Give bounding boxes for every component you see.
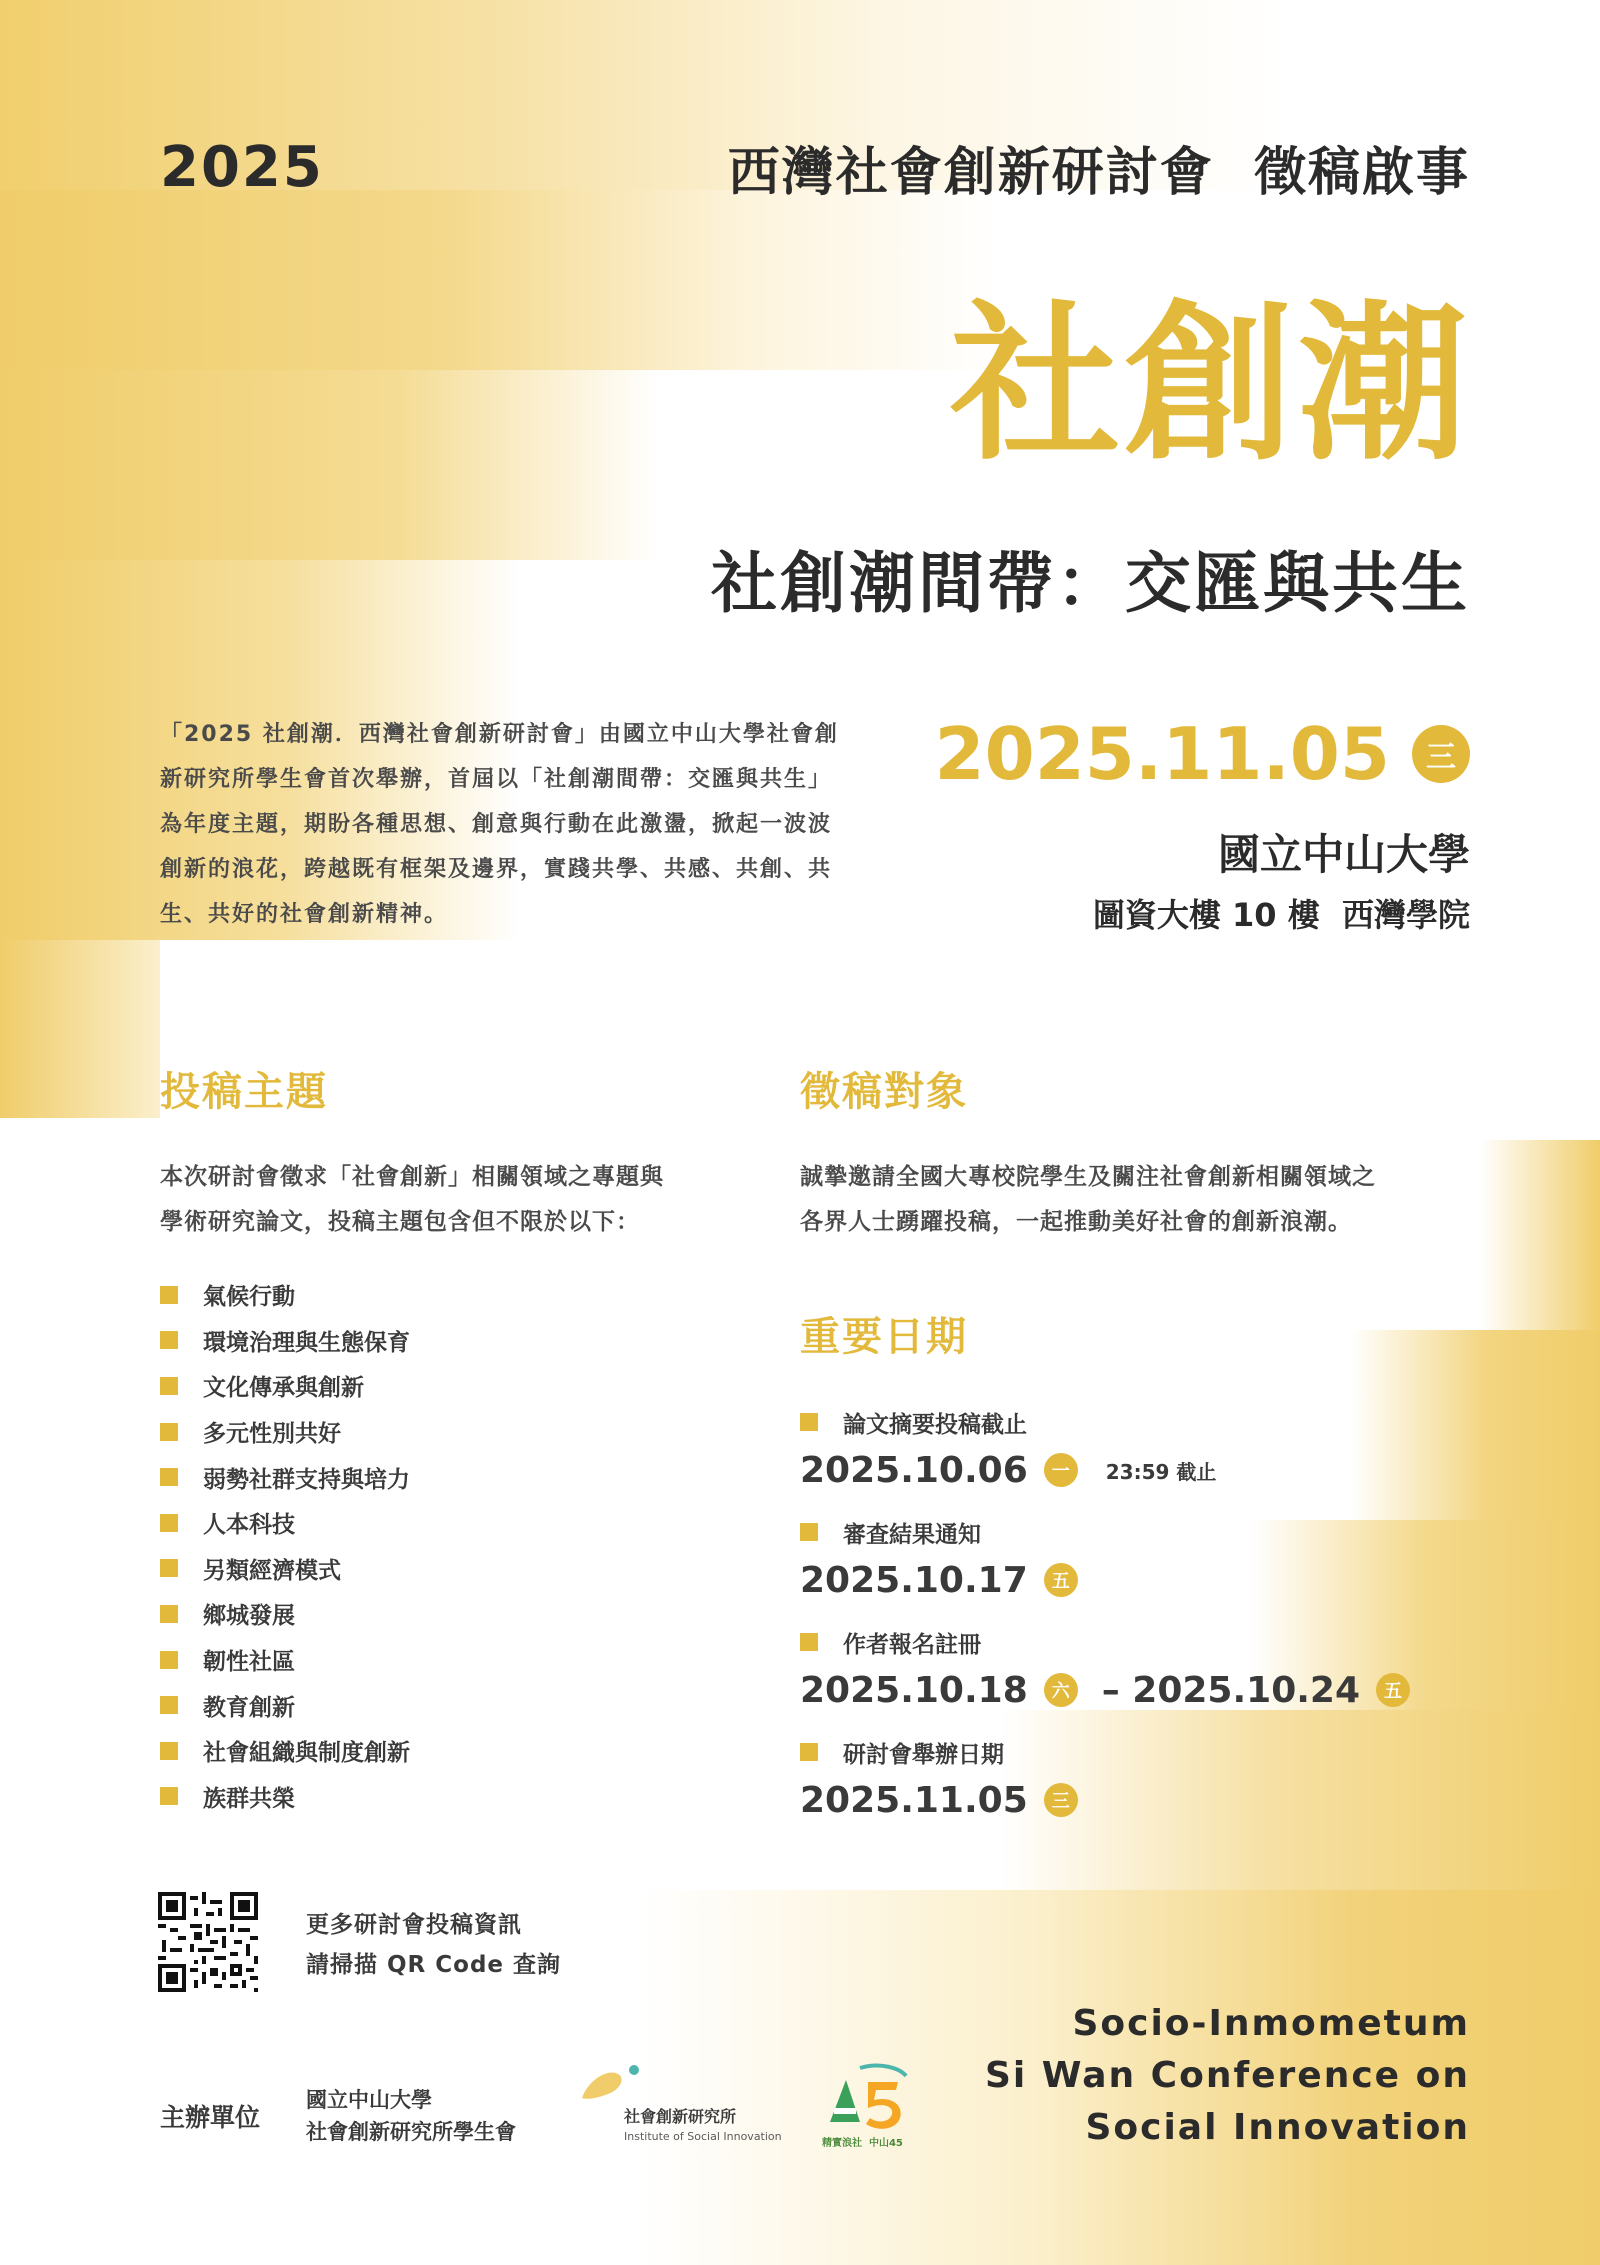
deadline-note: 23:59 截止 — [1105, 1459, 1217, 1484]
audience-description-line: 各界人士踴躍投稿，一起推動美好社會的創新浪潮。 — [800, 1209, 1352, 1235]
topics-description-line: 學術研究論文，投稿主題包含但不限於以下： — [160, 1209, 640, 1235]
theme-title: 社創潮間帶：交匯與共生 — [711, 545, 1470, 622]
bullet-square-icon — [160, 1377, 178, 1395]
bullet-square-icon — [160, 1331, 178, 1349]
year-label: 2025 — [160, 135, 324, 200]
bullet-square-icon — [800, 1413, 818, 1431]
list-item: 族群共榮 — [160, 1774, 410, 1820]
topics-description-line: 本次研討會徵求「社會創新」相關領域之專題與 — [160, 1164, 664, 1190]
qr-info-line: 請掃描 QR Code 查詢 — [306, 1952, 562, 1978]
weekday-badge: 一 — [1044, 1453, 1078, 1487]
end-date: – 2025.10.24 — [1101, 1669, 1361, 1711]
weekday-badge: 五 — [1376, 1673, 1410, 1707]
list-item: 多元性別共好 — [160, 1409, 410, 1455]
bullet-square-icon — [160, 1286, 178, 1304]
dates-list — [800, 1402, 1480, 1828]
english-title-line: Social Innovation — [1085, 2107, 1470, 2148]
bullet-square-icon — [160, 1423, 178, 1441]
organizer-name-line: 國立中山大學 — [306, 2088, 432, 2112]
decor-band — [0, 190, 1000, 370]
date-value: 2025.11.05 三 — [800, 1772, 1480, 1828]
list-item: 環境治理與生態保育 — [160, 1318, 410, 1364]
bullet-square-icon — [160, 1605, 178, 1623]
venue-detail: 圖資大樓 10 樓 西灣學院 — [1092, 896, 1470, 934]
date-label: 審查結果通知 — [800, 1512, 1480, 1552]
bullet-square-icon — [160, 1468, 178, 1486]
list-item: 另類經濟模式 — [160, 1546, 410, 1592]
topics-heading: 投稿主題 — [160, 1069, 328, 1115]
english-title-line: Si Wan Conference on — [985, 2055, 1470, 2096]
audience-description — [800, 1155, 1376, 1245]
bullet-square-icon — [160, 1696, 178, 1714]
list-item: 韌性社區 — [160, 1637, 410, 1683]
decor-band — [1480, 1140, 1600, 1330]
bullet-square-icon — [160, 1514, 178, 1532]
english-title — [985, 1998, 1470, 2154]
topic-list — [160, 1272, 410, 1819]
list-item: 教育創新 — [160, 1682, 410, 1728]
english-title-line: Socio-Inmometum — [1072, 2003, 1470, 2044]
list-item: 人本科技 — [160, 1500, 410, 1546]
weekday-badge: 三 — [1412, 725, 1470, 783]
decor-band — [0, 370, 660, 560]
audience-description-line: 誠摯邀請全國大專校院學生及關注社會創新相關領域之 — [800, 1164, 1376, 1190]
event-date-value: 2025.11.05 — [934, 712, 1390, 796]
bullet-square-icon — [160, 1651, 178, 1669]
main-title: 社創潮 — [949, 286, 1472, 484]
weekday-badge: 五 — [1044, 1563, 1078, 1597]
list-item: 氣候行動 — [160, 1272, 410, 1318]
date-label: 論文摘要投稿截止 — [800, 1402, 1480, 1442]
organizer-name — [306, 2084, 516, 2148]
date-label: 作者報名註冊 — [800, 1622, 1480, 1662]
audience-heading: 徵稿對象 — [800, 1069, 968, 1115]
organizer-label: 主辦單位 — [160, 2103, 261, 2132]
list-item: 鄉城發展 — [160, 1591, 410, 1637]
isi-english-name: Institute of Social Innovation — [624, 2130, 782, 2143]
qr-info — [306, 1905, 561, 1985]
event-date — [935, 712, 1470, 796]
isi-logo-icon — [578, 2060, 674, 2104]
dates-heading: 重要日期 — [800, 1314, 968, 1360]
qr-info-line: 更多研討會投稿資訊 — [306, 1912, 522, 1938]
date-value: 2025.10.18 六 – 2025.10.24 五 — [800, 1662, 1480, 1718]
bullet-square-icon — [800, 1633, 818, 1651]
bullet-square-icon — [160, 1559, 178, 1577]
intro-paragraph: 「2025 社創潮．西灣社會創新研討會」由國立中山大學社會創新研究所學生會首次舉辦，首屆以「社創潮間帶：交匯與共生」為年度主題，期盼各種思想、創意與行動在此激盪，掀起一波波創新的浪花，跨越既有框架及邊界，實踐共學、共感、共創、共生、共好的社會創新精神。 — [160, 722, 839, 927]
decor-band — [0, 940, 160, 1118]
date-value: 2025.10.17 五 — [800, 1552, 1480, 1608]
list-item: 社會組織與制度創新 — [160, 1728, 410, 1774]
bullet-square-icon — [160, 1742, 178, 1760]
conference-title: 西灣社會創新研討會 徵稿啟事 — [727, 143, 1470, 203]
qr-code-icon[interactable] — [158, 1892, 258, 1992]
bullet-square-icon — [800, 1523, 818, 1541]
weekday-badge: 六 — [1044, 1673, 1078, 1707]
list-item: 文化傳承與創新 — [160, 1363, 410, 1409]
bullet-square-icon — [160, 1787, 178, 1805]
bullet-square-icon — [800, 1743, 818, 1761]
organizer-name-line: 社會創新研究所學生會 — [306, 2120, 516, 2144]
weekday-badge: 三 — [1044, 1783, 1078, 1817]
date-value: 2025.10.06 一 23:59 截止 — [800, 1449, 1217, 1491]
nsysu-caption: 精實浪社 中山45 — [822, 2138, 903, 2149]
list-item: 弱勢社群支持與培力 — [160, 1454, 410, 1500]
topics-description — [160, 1155, 664, 1245]
venue-name: 國立中山大學 — [1217, 830, 1470, 879]
date-label: 研討會舉辦日期 — [800, 1732, 1480, 1772]
isi-name: 社會創新研究所 — [624, 2107, 737, 2126]
